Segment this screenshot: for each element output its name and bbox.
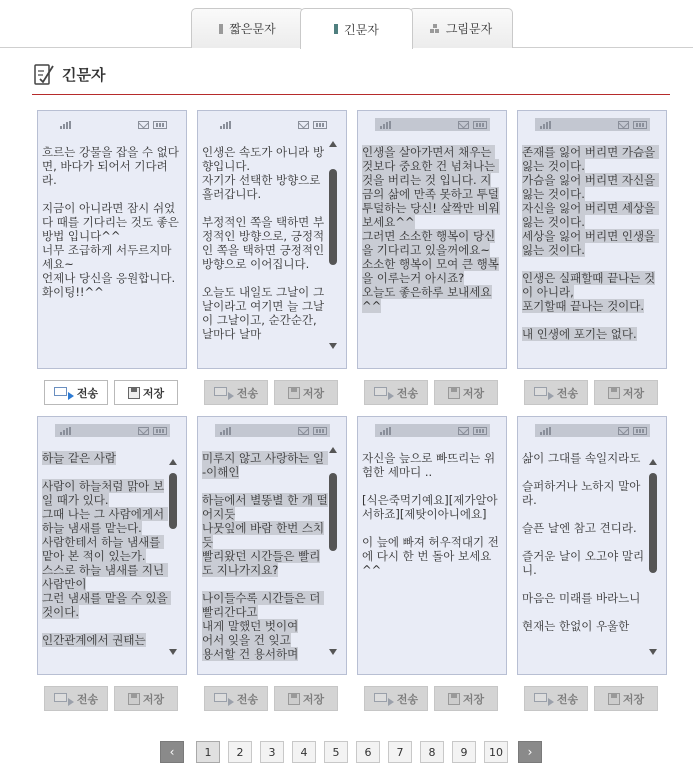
- send-label: 전송: [76, 386, 99, 400]
- prev-page-button[interactable]: ‹: [160, 741, 184, 763]
- save-label: 저장: [142, 386, 165, 400]
- message-text: [362, 145, 500, 358]
- scroll-thumb[interactable]: [169, 473, 177, 529]
- page-3[interactable]: 3: [260, 741, 284, 763]
- save-label: 저장: [622, 386, 645, 400]
- phone-status-bar: [38, 111, 186, 141]
- message-text: 흐르는 강물을 잡을 수 없다면, 바다가 되어서 기다려라. 지금이 아니라면 잠시 쉬었다 때를 기다리는 것도 좋은 방법 입니다^^ 너무 조급하게 서두르지마세요~ 언제나 당신을 응원합니다. 화이팅!!^^: [42, 145, 179, 299]
- page-9[interactable]: 9: [452, 741, 476, 763]
- send-label: 전송: [236, 386, 259, 400]
- send-button[interactable]: [364, 380, 428, 405]
- signal-icon: [60, 427, 74, 435]
- bar-icon: [219, 24, 223, 34]
- scroll-up-icon[interactable]: [329, 141, 337, 147]
- message-card: [517, 416, 667, 675]
- send-mail-icon: [54, 693, 74, 704]
- signal-icon: [540, 427, 554, 435]
- next-page-button[interactable]: ›: [518, 741, 542, 763]
- scroll-up-icon[interactable]: [329, 447, 337, 453]
- battery-icon: [633, 427, 647, 435]
- send-button[interactable]: [204, 380, 268, 405]
- save-disk-icon: [288, 693, 300, 705]
- message-text: 자신을 늪으로 빠뜨리는 위험한 세마디 .. [식은죽먹기예요][제가알아서하죠][제탓이아니에요] 이 늪에 빠져 허우적대기 전에 다시 한 번 돌아 보세요 ^^: [362, 451, 499, 577]
- phone-status-bar: [358, 417, 506, 447]
- signal-icon: [380, 427, 394, 435]
- save-label: 저장: [462, 386, 485, 400]
- page-8[interactable]: 8: [420, 741, 444, 763]
- save-button[interactable]: [594, 686, 658, 711]
- message-card: [197, 416, 347, 675]
- scroll-up-icon[interactable]: [169, 459, 177, 465]
- send-button[interactable]: [524, 686, 588, 711]
- message-text: 인생은 속도가 아니라 방향입니다. 자기가 선택한 방향으로 흘러갑니다. 부정적인 쪽을 택하면 부정적인 방향으로, 긍정적인 쪽을 택하면 긍정적인 방향으로 이어집니다. 오늘도 내일도 그날이 그날이라고 여기면 늘 그날이 그날이고, 순간순간, 날마다 날마: [202, 145, 325, 341]
- scrollbar[interactable]: [168, 459, 178, 655]
- grid-icon: [430, 24, 440, 34]
- page-7[interactable]: 7: [388, 741, 412, 763]
- message-text: [202, 451, 328, 664]
- mail-icon: [458, 121, 469, 129]
- mail-icon: [298, 121, 309, 129]
- scroll-down-icon[interactable]: [329, 343, 337, 349]
- save-button[interactable]: [114, 686, 178, 711]
- scrollbar[interactable]: [328, 447, 338, 655]
- phone-status-bar: [358, 111, 506, 141]
- save-button[interactable]: [434, 380, 498, 405]
- message-card: [357, 110, 507, 369]
- page-6[interactable]: 6: [356, 741, 380, 763]
- mail-icon: [138, 121, 149, 129]
- battery-icon: [153, 427, 167, 435]
- message-card: [37, 110, 187, 369]
- message-card: [37, 416, 187, 675]
- scrollbar[interactable]: [328, 141, 338, 349]
- message-text-span: 하늘 같은 사람 사람이 하늘처럼 맑아 보일 때가 있다. 그때 나는 그 사람에게서 하늘 냄새를 맡는다. 사람한테서 하늘 냄새를 맡아 본 적이 있는가. 스스로 하늘 냄새를 지닌 사람만이 그런 냄새를 맡을 수 있을 것이다. 인간관계에서 권태는: [42, 451, 171, 647]
- page-2[interactable]: 2: [228, 741, 252, 763]
- save-button[interactable]: [274, 380, 338, 405]
- save-label: 저장: [302, 692, 325, 706]
- page-5[interactable]: 5: [324, 741, 348, 763]
- send-label: 전송: [396, 386, 419, 400]
- mail-icon: [618, 427, 629, 435]
- page-4[interactable]: 4: [292, 741, 316, 763]
- scroll-down-icon[interactable]: [169, 649, 177, 655]
- mail-icon: [458, 427, 469, 435]
- send-mail-icon: [534, 693, 554, 704]
- message-text-span: 존재를 잃어 버리면 가슴을 잃는 것이다. 가슴을 잃어 버리면 자신을 잃는 것이다. 자신을 잃어 버리면 세상을 잃는 것이다. 세상을 잃어 버리면 인생을 잃는 것이다. 인생은 실패할때 끝나는 것이 아니라, 포기할때 끝나는 것이다. 내 인생에 포기는 없다.: [522, 145, 659, 341]
- send-mail-icon: [214, 693, 234, 704]
- section-header: [34, 62, 105, 86]
- send-button[interactable]: [364, 686, 428, 711]
- mail-icon: [138, 427, 149, 435]
- signal-icon: [540, 121, 554, 129]
- send-mail-icon: [374, 693, 394, 704]
- phone-status-bar: [518, 417, 666, 447]
- scroll-down-icon[interactable]: [649, 649, 657, 655]
- save-disk-icon: [608, 693, 620, 705]
- tab-label: 긴문자: [344, 22, 379, 37]
- tab-label: 그림문자: [445, 22, 493, 36]
- save-button[interactable]: [434, 686, 498, 711]
- message-card: [517, 110, 667, 369]
- scrollbar[interactable]: [648, 459, 658, 655]
- phone-status-bar: [518, 111, 666, 141]
- page-10[interactable]: 10: [484, 741, 508, 763]
- save-label: 저장: [622, 692, 645, 706]
- scroll-thumb[interactable]: [329, 169, 337, 265]
- send-button[interactable]: [44, 686, 108, 711]
- send-mail-icon: [214, 387, 234, 398]
- mail-icon: [298, 427, 309, 435]
- message-text: [42, 451, 168, 664]
- tab-picture-message[interactable]: [409, 8, 513, 48]
- save-button[interactable]: [274, 686, 338, 711]
- save-label: 저장: [302, 386, 325, 400]
- send-label: 전송: [76, 692, 99, 706]
- send-mail-icon: [534, 387, 554, 398]
- battery-icon: [473, 427, 487, 435]
- message-text: 삶이 그대를 속일지라도 슬퍼하거나 노하지 말아라. 슬픈 날엔 참고 견디라. 즐거운 날이 오고야 말리니. 마음은 미래를 바라느니 현재는 한없이 우울한: [522, 451, 645, 633]
- save-button[interactable]: [114, 380, 178, 405]
- message-text-span: 인생을 살아가면서 채우는 것보다 중요한 건 넘쳐나는 것을 버리는 것 입니다. 지금의 삶에 만족 못하고 투덜투덜하는 당신! 살짝만 비워보세요^^ 그러면 소소한 행복이 당신을 기다리고 있을꺼에요~ 소소한 행복이 모여 큰 행복을 이루는거 아시죠? 오늘도 좋은하루 보내세요^^: [362, 145, 500, 313]
- scroll-up-icon[interactable]: [649, 459, 657, 465]
- send-label: 전송: [236, 692, 259, 706]
- title-divider: [32, 94, 670, 95]
- message-card: [197, 110, 347, 369]
- scroll-thumb[interactable]: [329, 473, 337, 551]
- send-label: 전송: [556, 386, 579, 400]
- send-label: 전송: [396, 692, 419, 706]
- signal-icon: [60, 121, 74, 129]
- signal-icon: [380, 121, 394, 129]
- phone-status-bar: [38, 417, 186, 447]
- mail-icon: [618, 121, 629, 129]
- phone-status-bar: [198, 111, 346, 141]
- battery-icon: [313, 427, 327, 435]
- battery-icon: [153, 121, 167, 129]
- message-text: [522, 145, 660, 358]
- save-button[interactable]: [594, 380, 658, 405]
- send-mail-icon: [54, 387, 74, 398]
- send-label: 전송: [556, 692, 579, 706]
- tab-short-message[interactable]: [191, 8, 304, 48]
- tab-label: 짧은문자: [229, 22, 276, 36]
- send-button[interactable]: [204, 686, 268, 711]
- battery-icon: [313, 121, 327, 129]
- battery-icon: [633, 121, 647, 129]
- save-disk-icon: [128, 387, 140, 399]
- message-card: [357, 416, 507, 675]
- tab-bar: [0, 8, 693, 48]
- send-mail-icon: [374, 387, 394, 398]
- scroll-down-icon[interactable]: [329, 649, 337, 655]
- battery-icon: [473, 121, 487, 129]
- phone-status-bar: [198, 417, 346, 447]
- save-disk-icon: [288, 387, 300, 399]
- tab-long-message[interactable]: [300, 8, 413, 49]
- save-label: 저장: [462, 692, 485, 706]
- signal-icon: [220, 121, 234, 129]
- save-disk-icon: [128, 693, 140, 705]
- message-text-span: 미루지 않고 사랑하는 일 -이해인 하늘에서 별똥별 한 개 떨어지듯 나뭇잎에 바람 한번 스치듯 빨리왔던 시간들은 빨리도 지나가지요? 나이들수록 시간들은 더 빨리간다고 내게 말했던 벗이여 어서 잊을 건 잊고 용서할 건 용서하며: [202, 451, 328, 661]
- save-disk-icon: [448, 693, 460, 705]
- send-button[interactable]: [44, 380, 108, 405]
- save-disk-icon: [448, 387, 460, 399]
- scroll-thumb[interactable]: [649, 473, 657, 573]
- save-label: 저장: [142, 692, 165, 706]
- page-1[interactable]: 1: [196, 741, 220, 763]
- send-button[interactable]: [524, 380, 588, 405]
- edit-document-icon: [34, 62, 54, 86]
- page-title: 긴문자: [62, 65, 106, 84]
- signal-icon: [220, 427, 234, 435]
- save-disk-icon: [608, 387, 620, 399]
- bar-icon: [334, 24, 338, 34]
